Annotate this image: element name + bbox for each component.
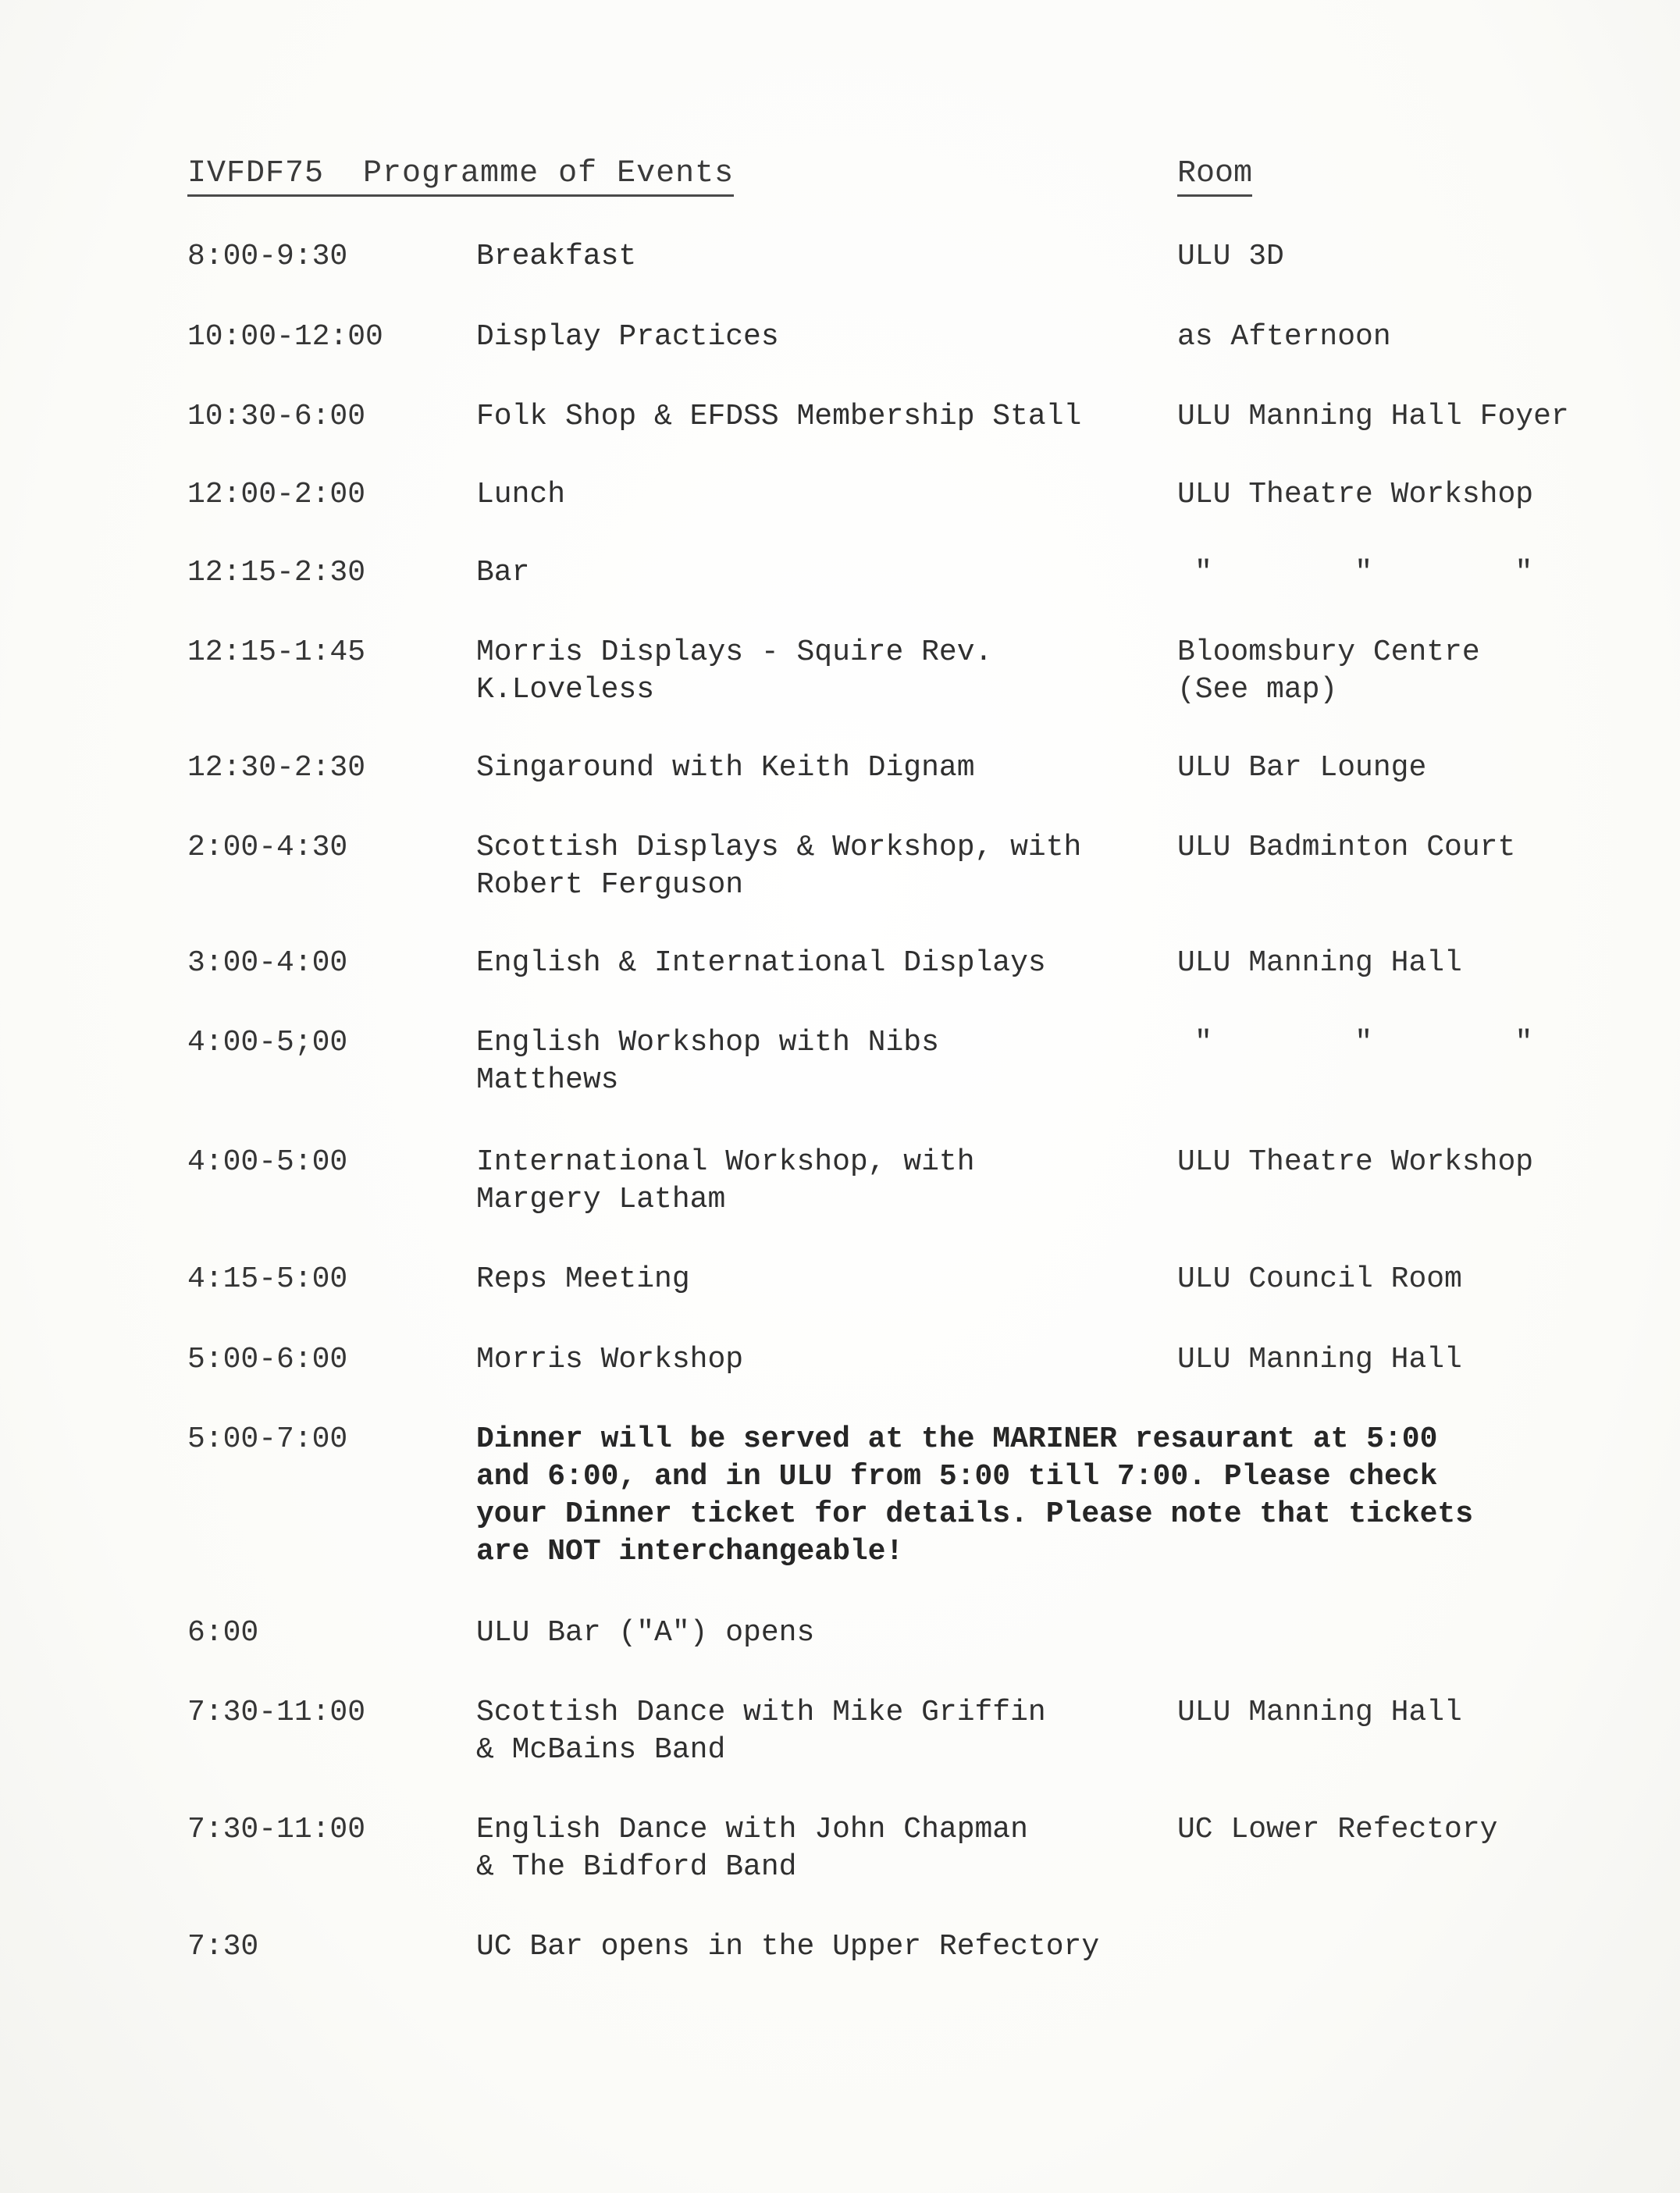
event-room: Bloomsbury Centre (See map) <box>1177 635 1480 707</box>
room-column-header: Room <box>1177 156 1252 197</box>
event-description: Lunch <box>476 478 566 511</box>
event-room: ULU 3D <box>1177 240 1284 273</box>
event-time: 2:00-4:30 <box>187 831 348 864</box>
document-header <box>187 156 1624 203</box>
event-time: 4:00-5:00 <box>187 1145 348 1179</box>
event-time: 7:30 <box>187 1930 259 1963</box>
event-room: ULU Manning Hall <box>1177 1343 1462 1376</box>
event-time: 10:30-6:00 <box>187 400 366 433</box>
event-description: English Workshop with Nibs Matthews <box>476 1026 939 1097</box>
event-time: 7:30-11:00 <box>187 1696 366 1729</box>
event-description: Scottish Dance with Mike Griffin & McBains Band <box>476 1696 1046 1767</box>
event-time: 6:00 <box>187 1616 259 1650</box>
event-description: English Dance with John Chapman & The Bidford Band <box>476 1813 1028 1884</box>
event-room: ULU Manning Hall Foyer <box>1177 400 1569 433</box>
event-time: 12:30-2:30 <box>187 751 366 785</box>
event-description: Morris Workshop <box>476 1343 744 1376</box>
event-description: Folk Shop & EFDSS Membership Stall <box>476 400 1082 433</box>
event-time: 4:00-5;00 <box>187 1026 348 1059</box>
event-description: International Workshop, with Margery Latham <box>476 1145 975 1216</box>
event-room: ULU Council Room <box>1177 1262 1462 1296</box>
event-room: ULU Bar Lounge <box>1177 751 1427 785</box>
event-room-ditto: " " " <box>1194 1026 1533 1059</box>
event-time: 12:15-2:30 <box>187 556 366 589</box>
event-time: 5:00-7:00 <box>187 1422 348 1456</box>
event-description: Singaround with Keith Dignam <box>476 751 975 785</box>
event-description: ULU Bar ("A") opens <box>476 1616 815 1650</box>
event-time: 3:00-4:00 <box>187 946 348 980</box>
event-time: 8:00-9:30 <box>187 240 348 273</box>
event-description: Reps Meeting <box>476 1262 690 1296</box>
document-title: IVFDF75 Programme of Events <box>187 156 734 197</box>
event-room: UC Lower Refectory <box>1177 1813 1498 1846</box>
event-room: ULU Badminton Court <box>1177 831 1516 864</box>
dinner-notice: Dinner will be served at the MARINER resaurant at 5:00 and 6:00, and in ULU from 5:00 till 7:00. Please check your Dinner ticket for details. Please note that tickets are NOT interchangeable! <box>476 1422 1474 1568</box>
event-time: 7:30-11:00 <box>187 1813 366 1846</box>
event-time: 10:00-12:00 <box>187 320 383 354</box>
event-time: 4:15-5:00 <box>187 1262 348 1296</box>
event-description: Bar <box>476 556 530 589</box>
event-time: 12:15-1:45 <box>187 635 366 669</box>
event-room: as Afternoon <box>1177 320 1391 354</box>
event-room: ULU Theatre Workshop <box>1177 478 1534 511</box>
event-description: UC Bar opens in the Upper Refectory <box>476 1930 1100 1963</box>
event-description: Breakfast <box>476 240 637 273</box>
event-room: ULU Theatre Workshop <box>1177 1145 1534 1179</box>
event-room-ditto: " " " <box>1194 556 1533 589</box>
event-description: Scottish Displays & Workshop, with Robert Ferguson <box>476 831 1082 902</box>
event-room: ULU Manning Hall <box>1177 946 1462 980</box>
event-description: Display Practices <box>476 320 779 354</box>
event-time: 5:00-6:00 <box>187 1343 348 1376</box>
event-time: 12:00-2:00 <box>187 478 366 511</box>
event-room: ULU Manning Hall <box>1177 1696 1462 1729</box>
event-description: English & International Displays <box>476 946 1046 980</box>
event-description: Morris Displays - Squire Rev. K.Loveless <box>476 635 993 707</box>
